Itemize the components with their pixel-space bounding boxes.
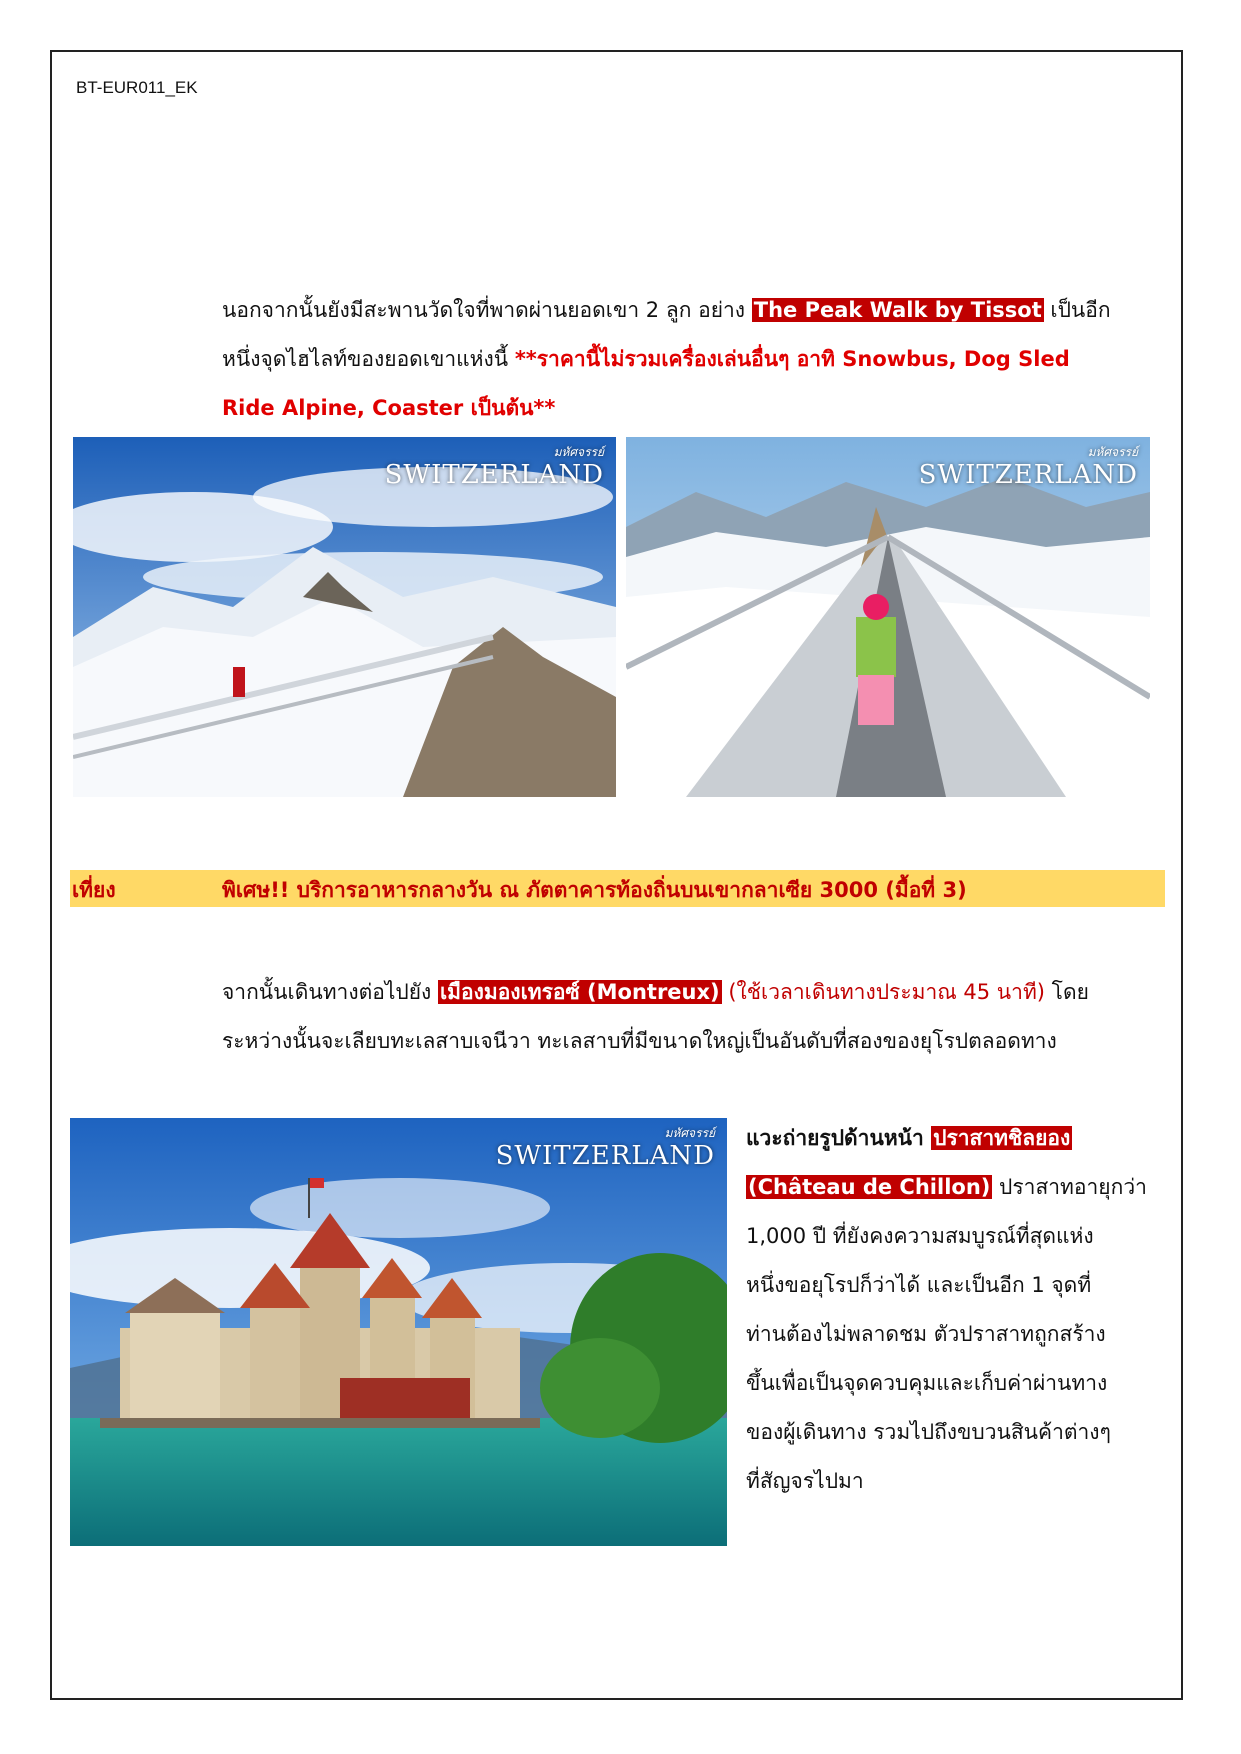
watermark-main: SWITZERLAND [495, 1141, 715, 1171]
text: หนึ่งจุดไฮไลท์ของยอดเขาแห่งนี้ [222, 347, 515, 371]
peak-walk-photo-1 [73, 437, 616, 797]
watermark [385, 443, 604, 488]
chillon-photo [70, 1118, 727, 1546]
travel-time-note: (ใช้เวลาเดินทางประมาณ 45 นาที) [721, 980, 1045, 1004]
chillon-line-2 [746, 1163, 1166, 1212]
peak-walk-highlight: The Peak Walk by Tissot [753, 298, 1042, 322]
peak-walk-photo-1-image [73, 437, 616, 797]
chillon-photo-image [70, 1118, 727, 1546]
text: โดย [1044, 980, 1089, 1004]
peak-walk-line-1 [222, 286, 1162, 335]
lunch-row [70, 870, 1165, 907]
lunch-label: เที่ยง [72, 878, 116, 902]
peak-walk-photo-2 [626, 437, 1150, 797]
watermark-sub: มหัศจรรย์ [553, 445, 604, 459]
montreux-highlight: เมืองมองเทรอซ์ (Montreux) [439, 980, 720, 1004]
watermark [919, 443, 1138, 488]
watermark [496, 1124, 715, 1169]
peak-walk-paragraph [222, 286, 1162, 433]
watermark-main: SWITZERLAND [918, 460, 1138, 490]
montreux-paragraph [222, 968, 1162, 1066]
chillon-body-line: ท่านต้องไม่พลาดชม ตัวปราสาทถูกสร้าง [746, 1322, 1106, 1346]
chillon-lead: แวะถ่ายรูปด้านหน้า [746, 1126, 932, 1150]
watermark-sub: มหัศจรรย์ [664, 1126, 715, 1140]
chillon-body-line: ที่สัญจรไปมา [746, 1469, 864, 1493]
chillon-body-line: 1,000 ปี ที่ยังคงความสมบูรณ์ที่สุดแห่ง [746, 1224, 1094, 1248]
montreux-line-2: ระหว่างนั้นจะเลียบทะเลสาบเจนีวา ทะเลสาบที่มีขนาดใหญ่เป็นอันดับที่สองของยุโรปตลอดทาง [222, 1029, 1057, 1053]
chillon-line-1 [746, 1114, 1166, 1163]
chillon-body-line: หนึ่งขอยุโรปก็ว่าได้ และเป็นอีก 1 จุดที่ [746, 1273, 1092, 1297]
chillon-paragraph [746, 1114, 1166, 1506]
montreux-line-1 [222, 968, 1162, 1017]
price-note: **ราคานี้ไม่รวมเครื่องเล่นอื่นๆ อาทิ Snowbus, Dog Sled [514, 347, 1070, 371]
chillon-highlight-1: ปราสาทชิลยอง [933, 1126, 1071, 1150]
text: ปราสาทอายุกว่า [992, 1175, 1147, 1199]
text: จากนั้นเดินทางต่อไปยัง [222, 980, 438, 1004]
chillon-body-line: ของผู้เดินทาง รวมไปถึงขบวนสินค้าต่างๆ [746, 1420, 1111, 1444]
watermark-sub: มหัศจรรย์ [1087, 445, 1138, 459]
price-note-line-2: Ride Alpine, Coaster เป็นต้น** [222, 396, 556, 420]
chillon-highlight-2: (Château de Chillon) [748, 1175, 991, 1199]
peak-walk-line-2 [222, 335, 1162, 384]
text: เป็นอีก [1043, 298, 1111, 322]
document-code: BT-EUR011_EK [76, 78, 198, 97]
peak-walk-photo-2-image [626, 437, 1150, 797]
watermark-main: SWITZERLAND [384, 460, 604, 490]
lunch-text: พิเศษ!! บริการอาหารกลางวัน ณ ภัตตาคารท้องถิ่นบนเขากลาเซีย 3000 (มื้อที่ 3) [222, 878, 967, 902]
chillon-body-line: ขึ้นเพื่อเป็นจุดควบคุมและเก็บค่าผ่านทาง [746, 1371, 1108, 1395]
text: นอกจากนั้นยังมีสะพานวัดใจที่พาดผ่านยอดเขา 2 ลูก อย่าง [222, 298, 752, 322]
